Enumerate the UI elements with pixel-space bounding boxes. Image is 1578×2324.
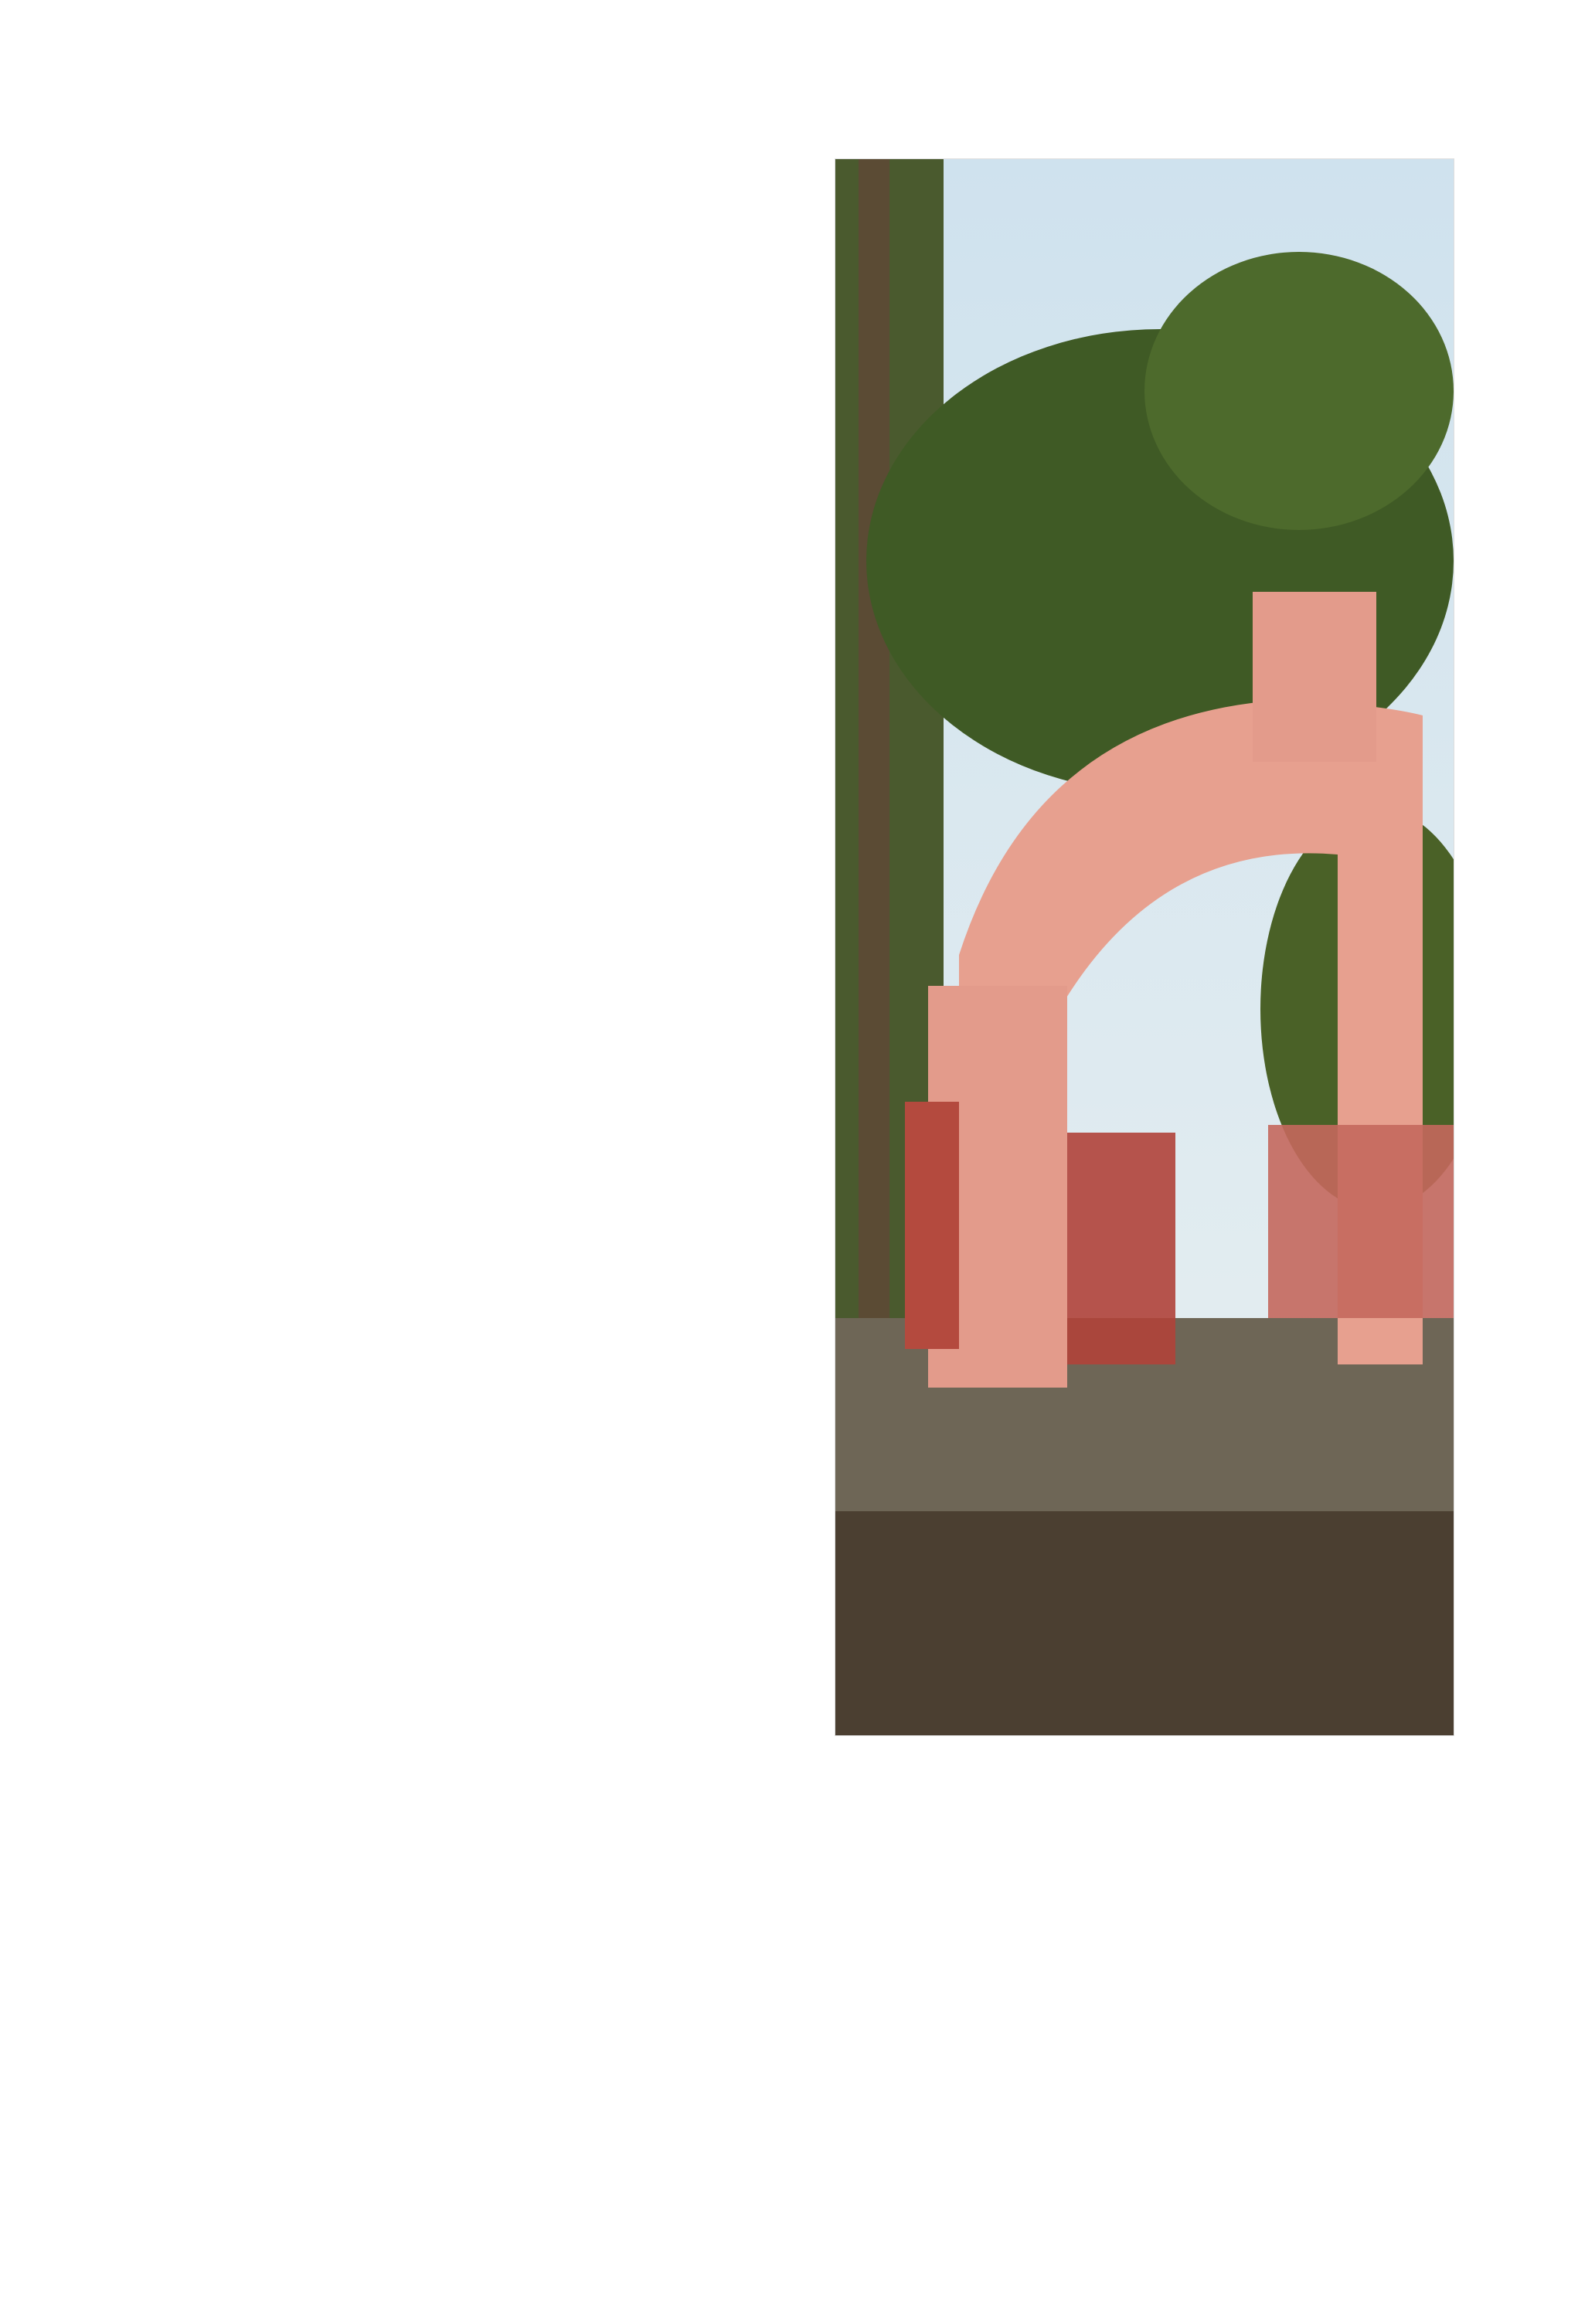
- gate-photo: [835, 158, 1454, 1736]
- magazine-name-and-page-number: [1468, 2017, 1530, 2217]
- right-text-column: [835, 1762, 1453, 2194]
- photo-credit-caption: [1252, 2175, 1453, 2200]
- left-text-column: [155, 147, 757, 2194]
- gate-photo-illustration: [835, 159, 1454, 1735]
